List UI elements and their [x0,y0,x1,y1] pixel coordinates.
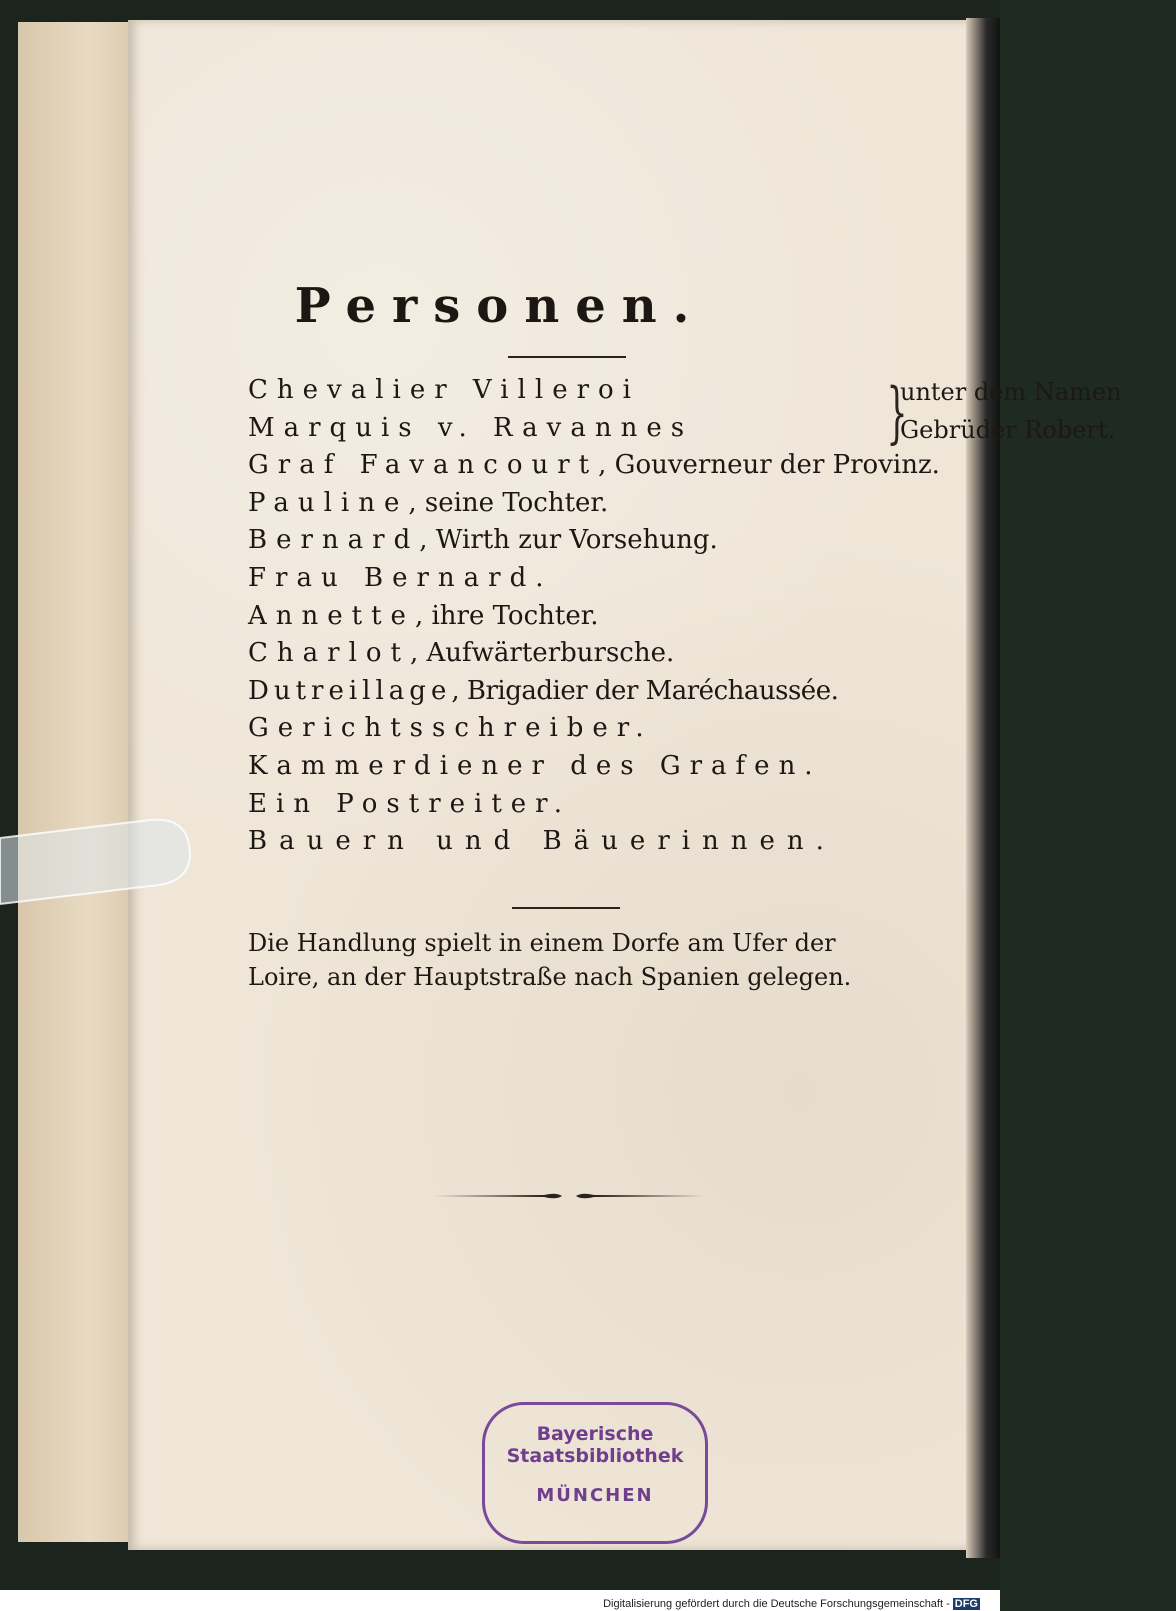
stamp-line: Bayerische [536,1423,654,1445]
stamp-line: Staatsbibliothek [506,1445,684,1467]
setting-note: Die Handlung spielt in einem Dorfe am Ufer der Loire, an der Hauptstraße nach Spanien gelegen. [248,929,852,991]
cast-name: Charlot [248,638,410,669]
cast-row [248,823,898,861]
cast-name: Gerichtsschreiber. [248,713,653,744]
cast-row [248,710,898,748]
cast-name: Pauline [248,487,409,518]
credit-footer [0,1590,1000,1611]
cast-name: Bauern und Bäuerinnen. [248,826,836,857]
cast-row [248,748,898,786]
cast-list [248,372,1122,861]
brace-icon: } [886,374,908,451]
cast-desc: , Aufwärterbursche. [410,638,675,669]
cast-desc: , seine Tochter. [408,487,609,518]
cast-desc: , Gouverneur der Provinz. [598,450,940,481]
cast-row [248,635,898,673]
cast-row [248,372,898,410]
cast-row [248,786,898,824]
cast-name: Annette [248,600,415,631]
alias-note: Gebrüder Robert. [900,415,1116,444]
cast-desc: , Wirth zur Vorsehung. [419,525,718,556]
cast-name: Bernard [248,525,420,556]
book-binding [18,22,138,1542]
cast-name: Kammerdiener des Grafen. [248,750,822,781]
cast-desc: , ihre Tochter. [414,600,599,631]
cast-row [248,447,940,485]
cast-row [248,673,898,711]
cast-row [248,410,898,448]
ornament-rule [434,1191,704,1201]
dfg-logo: DFG [954,1598,978,1610]
title-rule [508,356,626,358]
cast-name: Dutreillage [248,675,452,706]
cast-name: Marquis v. Ravannes [248,412,694,443]
setting-rule [512,907,620,909]
cast-row [248,598,898,636]
cast-row [248,522,898,560]
alias-note: unter dem Namen [900,378,1122,406]
stamp-line: MÜNCHEN [536,1485,654,1506]
page-edge [966,18,1000,1558]
cast-row [248,485,898,523]
cast-name: Chevalier Villeroi [248,375,640,405]
library-stamp [482,1402,708,1544]
cast-row [248,560,898,598]
cast-desc: , Brigadier der Maréchaussée. [451,675,839,706]
cast-name: Frau Bernard. [248,562,553,593]
cast-name: Ein Postreiter. [248,788,571,819]
credit-text: Digitalisierung gefördert durch die Deutsche Forschungsgemeinschaft - [603,1598,950,1610]
glass-slider-handle [0,816,186,906]
cast-name: Graf Favancourt [248,450,599,481]
page-title: Personen. [294,278,706,334]
